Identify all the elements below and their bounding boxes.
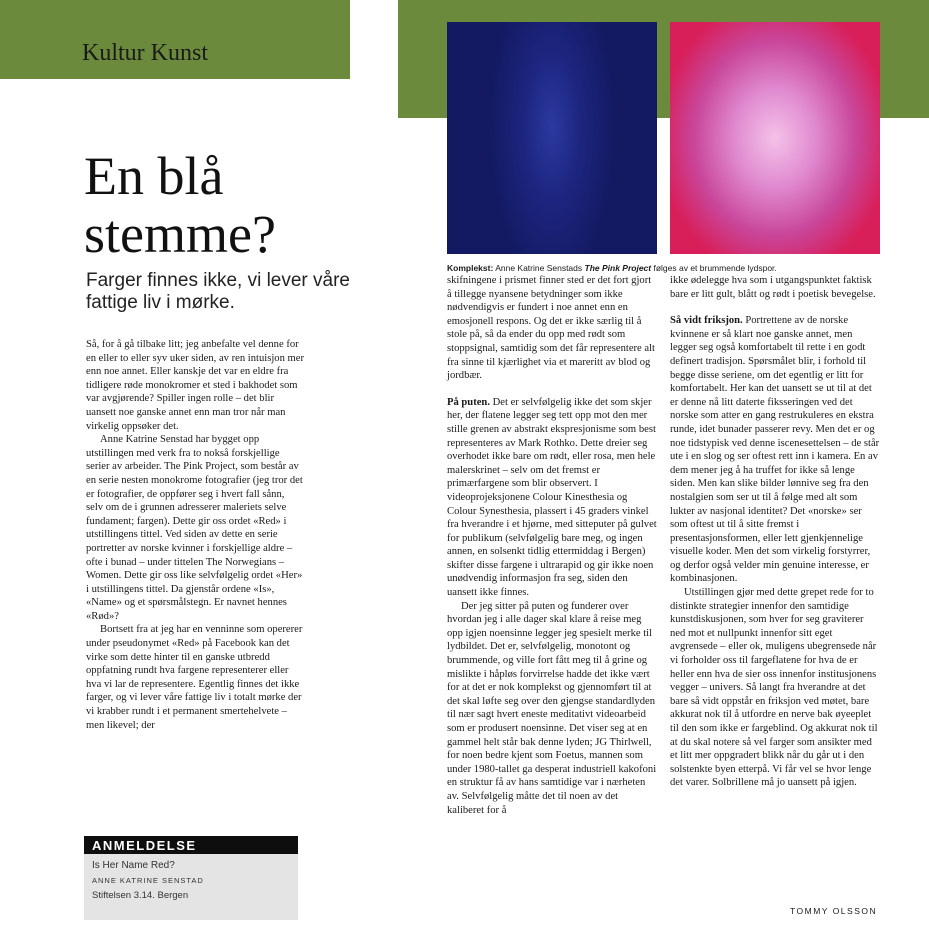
headline-line-2: stemme?	[84, 204, 276, 264]
review-artist: ANNE KATRINE SENSTAD	[92, 876, 204, 885]
article-subtitle: Farger finnes ikke, vi lever våre fattige liv i mørke.	[86, 270, 350, 313]
paragraph: Så, for å gå tilbake litt; jeg anbefalte vel denne for en eller to eller syv uker siden, av ren intuisjon mer enn noe annet. Eller kanskje det var en eldre fra tidligere røde monokromer et sted i bakhodet som var avgjørende? Spiller ingen rolle – det blir uansett noe ganske annet enn man tror når man virkelig oppsøker det.	[86, 339, 304, 432]
article-column-1	[86, 338, 304, 732]
subhead: På puten.	[447, 396, 490, 408]
article-column-2	[447, 274, 657, 817]
caption-work-title: The Pink Project	[584, 263, 652, 273]
artwork-blue-image	[447, 22, 657, 254]
paragraph: På puten. Det er selvfølgelig ikke det som skjer her, der flatene legger seg tett opp mot den mer stille grenen av abstrakt ekspresjonisme som best representeres av Mark Rothko. Dette dreier seg overhodet ikke bare om rødt, eller rosa, men hele malerskrinet – selv om det fremst er primærfargene som blir observert. I videoprojeksjonene Colour Kinesthesia og Colour Synesthesia, plassert i 45 graders vinkel fra hverandre i et hjørne, med sitteputer på gulvet for publikum (selvfølgelig bare meg, og ingen annen, en solsenkt tidlig ettermiddag i Bergen) skifter disse fargene i ultrarapid og gir ikke noen unødvendig informasjon fra seg, siden den uansett ikke finnes.	[447, 396, 657, 599]
paragraph: skifningene i prismet finner sted er det fort gjort å tillegge nyansene betydninger som ikke nødvendigvis er fundert i noe annet enn en emosjonell respons. Og det er ikke særlig til å stole på, så da ender du opp med rødt som stoppsignal, samtidig som det får representere alt fra sinne til kjærlighet via et mareritt av blod og jordbær.	[447, 275, 655, 382]
artwork-pink-image	[670, 22, 880, 254]
article-byline: TOMMY OLSSON	[790, 906, 878, 916]
review-exhibition-title: Is Her Name Red?	[92, 860, 175, 871]
image-caption	[447, 263, 907, 273]
paragraph: Utstillingen gjør med dette grepet rede for to distinkte strategier innenfor den samtidige kunstdiskusjonen, som hver for seg graviterer ned mot et nullpunkt innenfor sitt eget avgrensede – eller ok, muligens ubegrensede når vi forholder oss til fargeflatene for hva de er heller enn hva de sier oss innenfor institusjonens vegger – univers. Så langt fra hverandre at det bare så vidt oppstår en friksjon ved møtet, bare akkurat nok til å utfordre en nerve bak øyeeplet til den som ikke er fargeblind. Og akkurat nok til at du skal notere så vel farger som ansikter med et litt mer oppgradert blikk når du går ut i den solstenkte byen etterpå. Vi får vel se hvor lenge det varer. Solbrillene må jo uansett på igjen.	[670, 587, 878, 789]
review-label: ANMELDELSE	[84, 836, 298, 854]
paragraph: ikke ødelegge hva som i utgangspunktet faktisk bare er litt gult, blått og rødt i poetisk bevegelse.	[670, 275, 876, 300]
caption-lead: Komplekst:	[447, 263, 494, 273]
section-title: Kultur Kunst	[82, 40, 208, 66]
paragraph: Anne Katrine Senstad har bygget opp utstillingen med verk fra to nokså forskjellige serier av arbeider. The Pink Project, som består av en serie nesten monokrome fotografier (jeg tror det er fotografier, de oppfører seg i hvert fall sånn, selv om de i grunnen adresserer maleriets selve fundament; fargen). Dette gir oss ordet «Red» i utstillingens tittel. Ved siden av dette en serie portretter av norske kvinner i forskjellige aldre – ofte i bunad – under tittelen The Norwegians – Women. Dette gir oss like selvfølgelig ordet «Her» i utstillingens tittel. Da gjenstår ordene «Is», «Name» og et spørsmålstegn. Er navnet hennes «Rød»?	[86, 434, 303, 622]
caption-text-2: følges av et brummende lydspor.	[651, 263, 777, 273]
review-venue: Stiftelsen 3.14. Bergen	[92, 890, 189, 901]
paragraph: Så vidt friksjon. Portrettene av de norske kvinnene er så klart noe ganske annet, men legger seg også komfortabelt til rette i en godt definert tradisjon. Spørsmålet blir, i forhold til begge disse seriene, om det egentlig er litt for komfortabelt. Her kan det uansett se ut til at det er denne nå litt daterte fiksseringen ved det norske som atter en gang restrukuleres en ekstra runde, idet bunader passerer revy. Men det er og noe tidstypisk ved denne iscenesettelsen – de står ute i en slog og ser oftest rett inn i kamera. En av dem mener jeg å ha truffet for ikke så lenge siden. Men kan slike bilder lønnive seg fra den nostalgien som ser ut til å følge med alt som lukter av nasjonal identitet? Det «norske» ser som oftest ut til å sitte fremst i presentasjonsformen, eller lett gjenkjennelige visuelle koder. Men det som virkelig forstyrrer, og derfor også velder min genuine interesse, er kombinasjonen.	[670, 315, 880, 585]
paragraph: Der jeg sitter på puten og funderer over hvordan jeg i alle dager skal klare å reise meg opp igjen noensinne legger jeg spesielt merke til lydbildet. Det er, selvfølgelig, monotont og brummende, og ville fort fått meg til å grine og mislikte i håpløs forvirrelse hadde det ikke vært for at det er nok komplekst og gjennomført til at det skal løfte seg over den gjengse standardlyden til nær sagt hvert eneste meditativt videoarbeid som er produsert noensinne. Det viser seg at en gammel helt står bak denne lyden; JG Thirlwell, for noen bedre kjent som Foetus, mannen som under 1980-tallet ga desperat industriell kakofoni en struktur få av hans samtidige var i nærheten av. Selvfølgelig måtte det til noen av det kaliberet for å	[447, 600, 657, 816]
paragraph: Bortsett fra at jeg har en venninne som opererer under pseudonymet «Red» på Facebook kan det virke som dette hinter til en ganske utbredd oppfatning rundt hva fargene representerer eller hva vi lar de representere. Egentlig finnes det ikke farger, og vi lever våre fattige liv i totalt mørke der vi krabber rundt i et permanent smertehelvete – men likevel; der	[86, 624, 303, 731]
article-headline	[84, 147, 364, 263]
headline-line-1: En blå	[84, 146, 224, 206]
subhead: Så vidt friksjon.	[670, 315, 743, 327]
caption-text-1: Anne Katrine Senstads	[493, 263, 585, 273]
article-column-3	[670, 274, 880, 790]
